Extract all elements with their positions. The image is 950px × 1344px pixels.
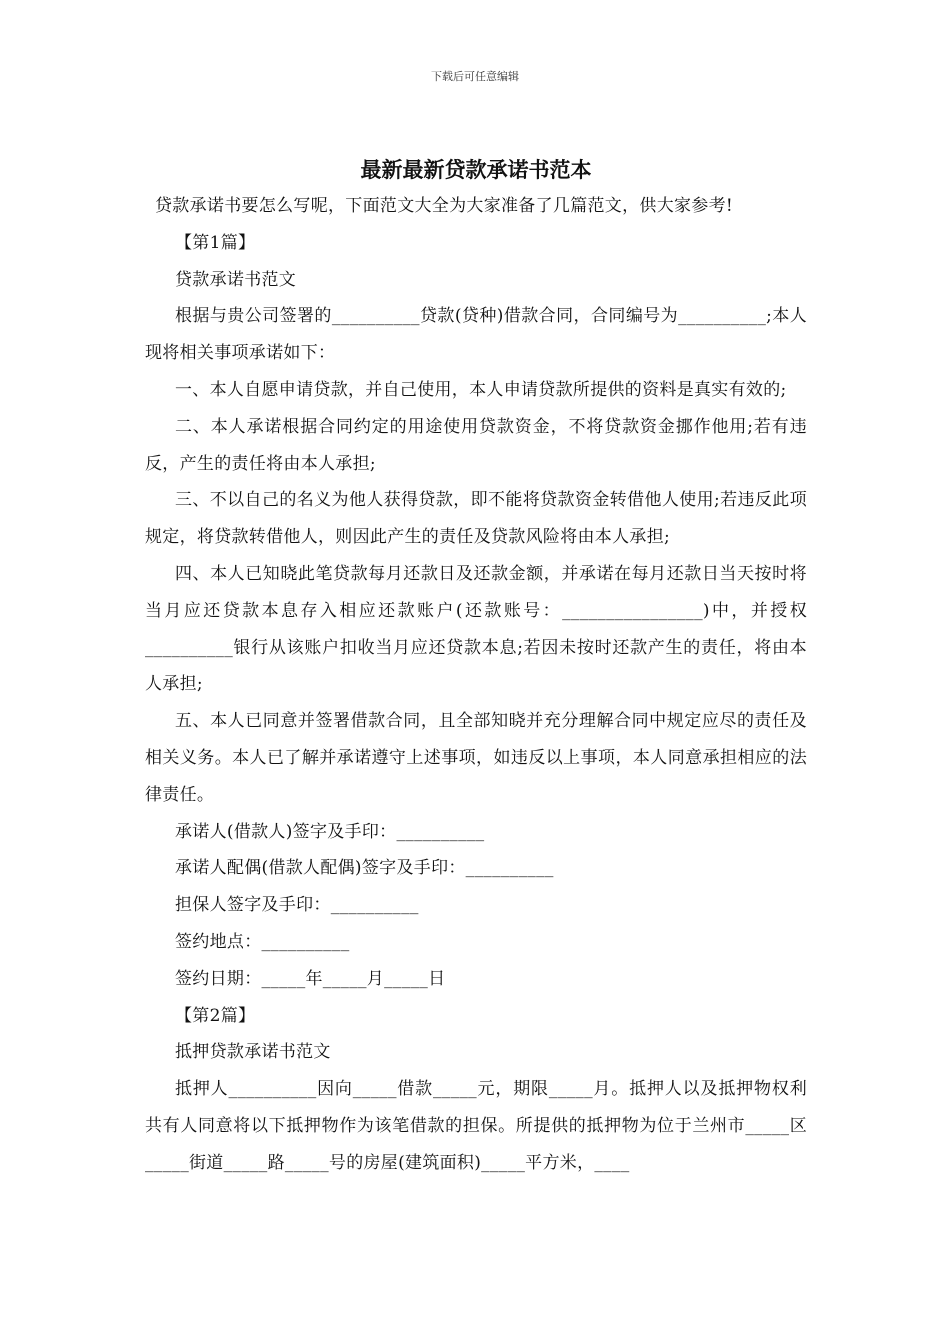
paragraph: 四、本人已知晓此笔贷款每月还款日及还款金额，并承诺在每月还款日当天按时将当月应还贷款本息存入相应还款账户(还款账号：________________)中，并授权__________银行从该账户扣收当月应还贷款本息;若因未按时还款产生的责任，将由本人承担; [145,563,807,695]
signature-line: 担保人签字及手印：__________ [175,895,419,916]
signature-line: 承诺人配偶(借款人配偶)签字及手印：__________ [175,858,554,879]
section-heading-1: 【第1篇】 [175,232,256,253]
document-body [145,152,807,1182]
paragraph: 三、不以自己的名义为他人获得贷款，即不能将贷款资金转借他人使用;若违反此项规定，将贷款转借他人，则因此产生的责任及贷款风险将由本人承担; [145,490,807,548]
signing-date-line: 签约日期：_____年_____月_____日 [175,968,446,989]
signature-line: 承诺人(借款人)签字及手印：__________ [175,821,485,842]
paragraph: 五、本人已同意并签署借款合同，且全部知晓并充分理解合同中规定应尽的责任及相关义务。本人已了解并承诺遵守上述事项，如违反以上事项，本人同意承担相应的法律责任。 [145,711,807,805]
subtitle-2: 抵押贷款承诺书范文 [175,1042,331,1063]
paragraph: 根据与贵公司签署的__________贷款(贷种)借款合同，合同编号为__________;本人现将相关事项承诺如下： [145,306,807,364]
paragraph: 二、本人承诺根据合同约定的用途使用贷款资金，不将贷款资金挪作他用;若有违反，产生的责任将由本人承担; [145,416,807,474]
subtitle-1: 贷款承诺书范文 [175,269,297,290]
paragraph: 抵押人__________因向_____借款_____元，期限_____月。抵押人以及抵押物权利共有人同意将以下抵押物作为该笔借款的担保。所提供的抵押物为位于兰州市_____区_____街道_____路_____号的房屋(建筑面积)_____平方米，____ [145,1079,807,1173]
signing-place-line: 签约地点：__________ [175,931,350,952]
section-heading-2: 【第2篇】 [175,1005,256,1026]
page-header-note: 下载后可任意编辑 [431,70,519,83]
document-title: 最新最新贷款承诺书范本 [360,157,592,182]
paragraph: 一、本人自愿申请贷款，并自己使用，本人申请贷款所提供的资料是真实有效的; [175,379,787,400]
intro-paragraph: 贷款承诺书要怎么写呢，下面范文大全为大家准备了几篇范文，供大家参考! [155,196,734,216]
